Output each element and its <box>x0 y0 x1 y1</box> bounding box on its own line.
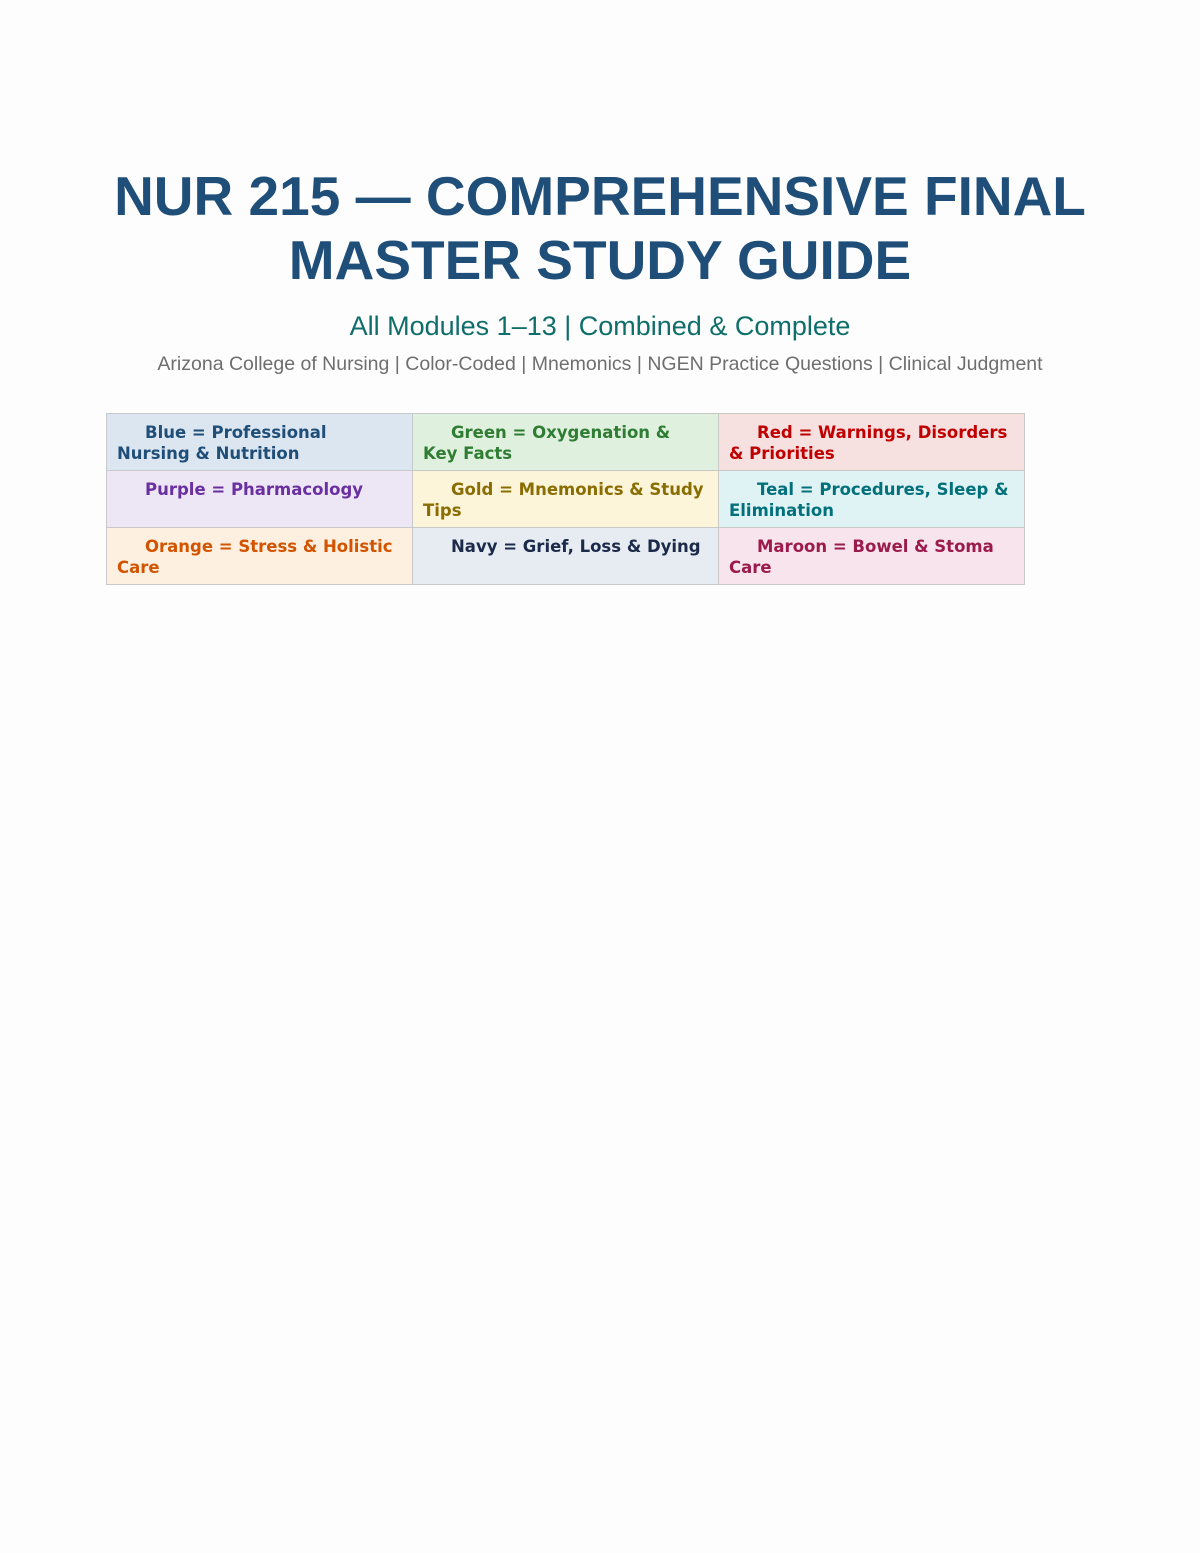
color-legend-table <box>106 413 1025 585</box>
legend-cell-navy: Navy = Grief, Loss & Dying <box>413 528 719 585</box>
legend-cell-green: Green = Oxygenation & Key Facts <box>413 414 719 471</box>
legend-cell-gold: Gold = Mnemonics & Study Tips <box>413 471 719 528</box>
legend-cell-purple: Purple = Pharmacology <box>107 471 413 528</box>
page-title <box>60 164 1140 292</box>
legend-cell-orange: Orange = Stress & Holistic Care <box>107 528 413 585</box>
legend-cell-maroon: Maroon = Bowel & Stoma Care <box>719 528 1025 585</box>
title-line-1: NUR 215 — COMPREHENSIVE FINAL <box>114 165 1086 227</box>
legend-cell-blue: Blue = Professional Nursing & Nutrition <box>107 414 413 471</box>
subtitle: All Modules 1–13 | Combined & Complete <box>349 311 851 341</box>
legend-cell-teal: Teal = Procedures, Sleep & Elimination <box>719 471 1025 528</box>
legend-row <box>107 471 1025 528</box>
tagline: Arizona College of Nursing | Color-Coded | Mnemonics | NGEN Practice Questions | Clinical Judgment <box>157 353 1043 375</box>
legend-row <box>107 414 1025 471</box>
legend-cell-red: Red = Warnings, Disorders & Priorities <box>719 414 1025 471</box>
legend-row <box>107 528 1025 585</box>
title-line-2: MASTER STUDY GUIDE <box>288 229 912 291</box>
